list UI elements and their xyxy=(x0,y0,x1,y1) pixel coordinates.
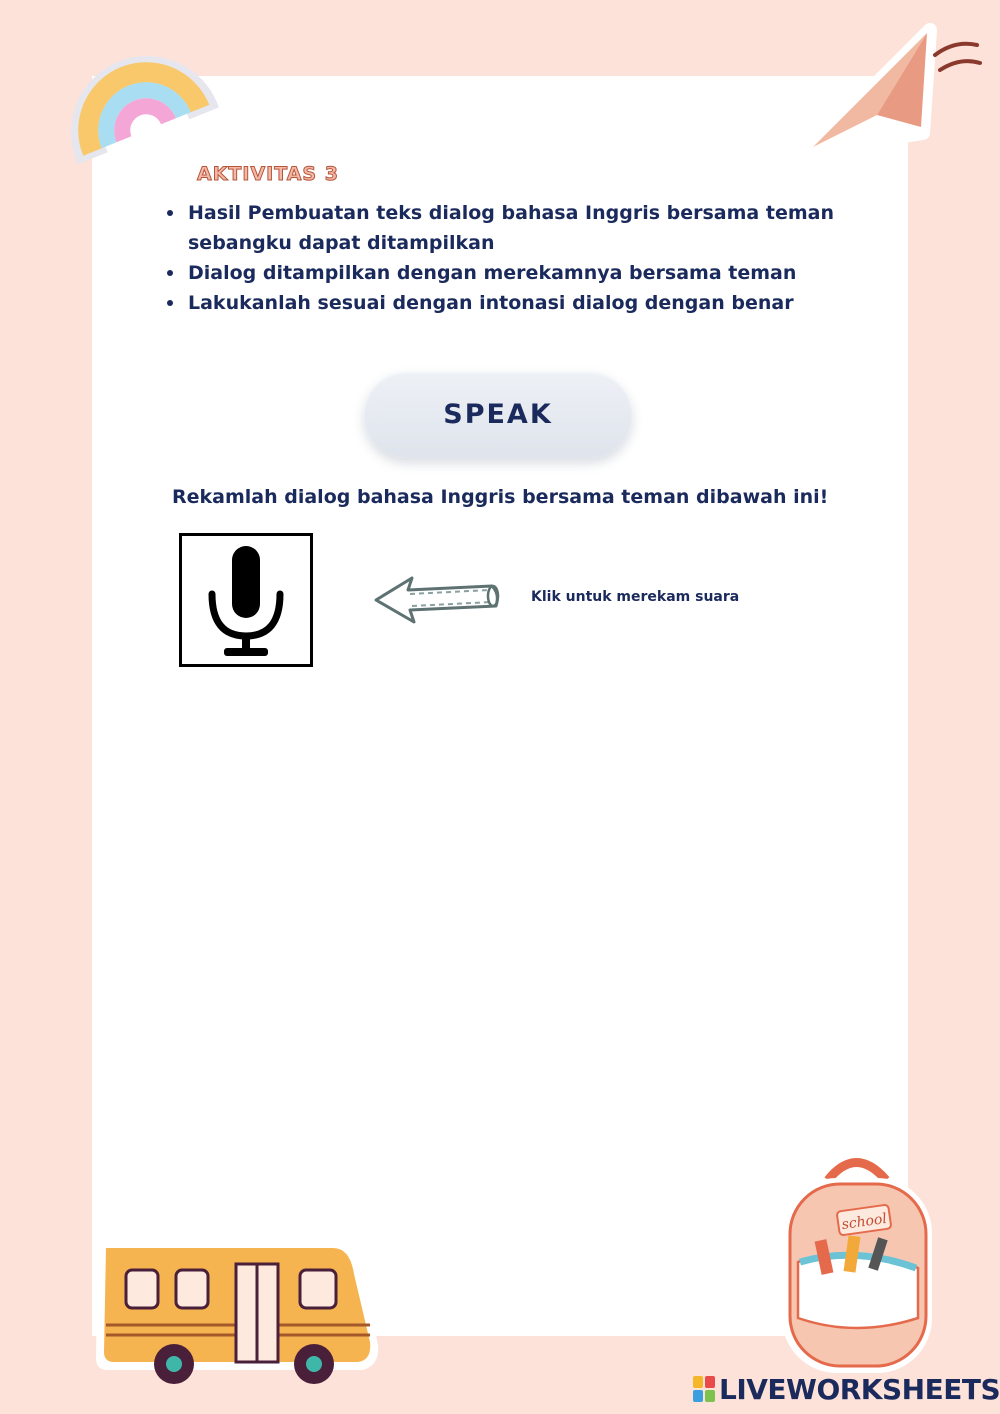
list-item: Hasil Pembuatan teks dialog bahasa Inggris bersama teman sebangku dapat ditampilkan xyxy=(163,198,903,258)
activity-bullet-list xyxy=(163,198,903,318)
brand-logo xyxy=(693,1373,1000,1405)
record-button[interactable] xyxy=(179,533,313,667)
activity-title: AKTIVITAS 3 xyxy=(197,163,339,185)
brand-name: LIVEWORKSHEETS xyxy=(719,1372,1000,1406)
rainbow-sticker xyxy=(40,5,225,165)
record-instruction: Rekamlah dialog bahasa Inggris bersama teman dibawah ini! xyxy=(172,486,829,508)
school-label: school xyxy=(840,1210,888,1234)
list-item: Lakukanlah sesuai dengan intonasi dialog dengan benar xyxy=(163,288,903,318)
list-item: Dialog ditampilkan dengan merekamnya bersama teman xyxy=(163,258,903,288)
microphone-icon xyxy=(182,536,310,664)
liveworksheets-logo-icon xyxy=(693,1376,715,1402)
arrow-left-icon xyxy=(372,572,502,628)
speak-button-label: SPEAK xyxy=(443,398,553,430)
paper-plane-sticker xyxy=(805,15,985,165)
backpack-sticker xyxy=(768,1150,943,1380)
speak-button[interactable] xyxy=(363,370,633,458)
school-bus-sticker xyxy=(88,1230,390,1395)
record-hint: Klik untuk merekam suara xyxy=(531,589,740,605)
